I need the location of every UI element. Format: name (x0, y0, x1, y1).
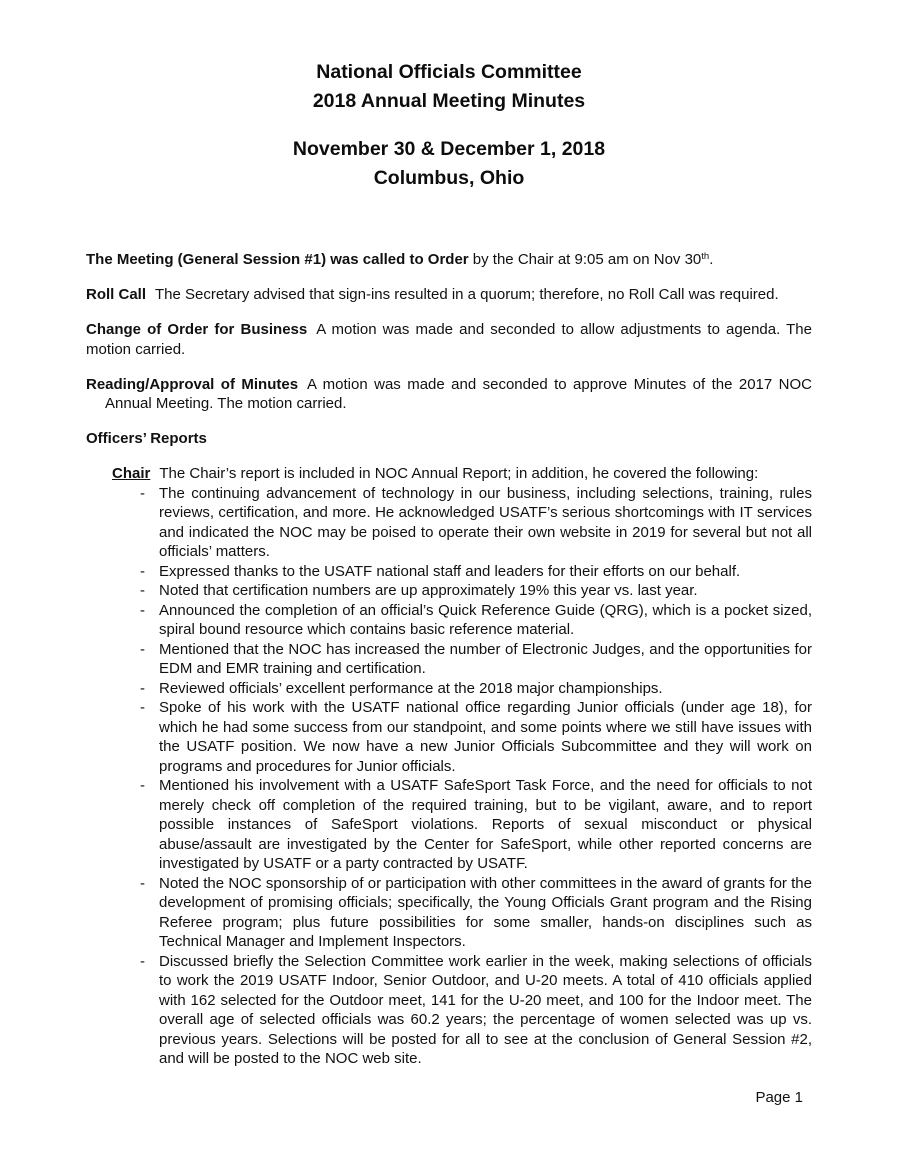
roll-call-lead: Roll Call (86, 286, 147, 303)
bullet-item (140, 601, 812, 640)
bullet-text: Reviewed officials’ excellent performance at the 2018 major championships. (159, 679, 663, 697)
bullet-item (140, 640, 812, 679)
opening-body-text: by the Chair at 9:05 am on Nov 30 (468, 251, 702, 268)
chair-lead: Chair (112, 465, 151, 482)
chair-bullet-list (112, 484, 812, 1069)
ordinal-superscript: th (701, 251, 710, 262)
meeting-date: November 30 & December 1, 2018 (292, 138, 606, 160)
opening-paragraph (86, 250, 812, 270)
bullet-item (140, 679, 812, 699)
opening-lead: The Meeting (General Session #1) was called to Order (86, 251, 469, 268)
document-title-line2: 2018 Annual Meeting Minutes (312, 90, 586, 112)
date-location-block (86, 135, 812, 193)
chair-intro-text: The Chair’s report is included in NOC Annual Report; in addition, he covered the following: (159, 465, 759, 482)
roll-call-body: The Secretary advised that sign-ins resulted in a quorum; therefore, no Roll Call was required. (155, 286, 779, 303)
change-of-order-body: A motion was made and seconded to allow adjustments to agenda. The motion carried. (86, 321, 812, 358)
roll-call-paragraph (86, 285, 812, 305)
bullet-item (140, 776, 812, 874)
document-body (86, 250, 812, 1069)
page-number: Page 1 (755, 1089, 803, 1106)
reading-approval-paragraph (86, 375, 812, 414)
bullet-text: Discussed briefly the Selection Committee work earlier in the week, making selections of officials to work the 2019 USATF Indoor, Senior Outdoor, and U-20 meets. A total of 410 officials applied with 162 selected for the Outdoor meet, 141 for the U-20 meet, and 100 for the Indoor meet. The overall age of selected officials was 60.2 years; the percentage of women selected was up vs. previous years. Selections will be posted for all to see at the conclusion of General Session #2, and will be posted to the NOC web site. (159, 952, 812, 1067)
bullet-text: Noted that certification numbers are up approximately 19% this year vs. last year. (159, 582, 698, 599)
officers-reports-heading: Officers’ Reports (86, 430, 207, 447)
opening-period: . (709, 251, 714, 268)
reading-approval-lead: Reading/Approval of Minutes (86, 375, 299, 393)
bullet-dash: - (140, 679, 145, 697)
bullet-dash: - (140, 777, 145, 794)
bullet-text: Noted the NOC sponsorship of or participation with other committees in the award of grants for the development of promising officials; specifically, the Young Officials Grant program and the Rising Referee program; plus future possibilities for some smaller, hands-on disciplines such as Technical Manager and Implement Inspectors. (159, 874, 812, 950)
bullet-text: Announced the completion of an official’s Quick Reference Guide (QRG), which is a pocket sized, spiral bound resource which contains basic reference material. (159, 601, 812, 638)
bullet-item (140, 698, 812, 776)
bullet-item (140, 952, 812, 1069)
bullet-dash: - (140, 874, 145, 892)
bullet-dash: - (140, 640, 145, 658)
bullet-dash: - (140, 484, 145, 502)
bullet-dash: - (140, 582, 145, 599)
bullet-text: Mentioned that the NOC has increased the number of Electronic Judges, and the opportunities for EDM and EMR training and certification. (159, 640, 812, 677)
bullet-item (140, 581, 812, 601)
meeting-location: Columbus, Ohio (373, 167, 525, 189)
bullet-text: Mentioned his involvement with a USATF SafeSport Task Force, and the need for officials to not merely check off completion of the required training, but to be vigilant, aware, and to report possible instances of SafeSport violations. Reports of sexual misconduct or physical abuse/assault are investigated by the Center for SafeSport, while other reported concerns are investigated by USATF or a party contracted by USATF. (159, 777, 812, 872)
bullet-item (140, 874, 812, 952)
bullet-item (140, 484, 812, 562)
change-of-order-paragraph (86, 320, 812, 359)
bullet-text: The continuing advancement of technology in our business, including selections, training, rules reviews, certification, and more. He acknowledged USATF’s serious shortcomings with IT services and indicated the NOC may be poised to operate their own website in 2019 for several but not all officials’ matters. (159, 484, 812, 560)
chair-intro-paragraph (112, 464, 812, 484)
chair-report-section (86, 464, 812, 1069)
bullet-dash: - (140, 562, 145, 580)
bullet-dash: - (140, 952, 145, 970)
bullet-dash: - (140, 601, 145, 619)
bullet-item (140, 562, 812, 582)
document-title-line1: National Officials Committee (316, 61, 582, 83)
bullet-text: Expressed thanks to the USATF national staff and leaders for their efforts on our behalf. (159, 562, 741, 580)
bullet-dash: - (140, 699, 145, 716)
bullet-text: Spoke of his work with the USATF national office regarding Junior officials (under age 18), for which he had some success from our standpoint, and some points where we still have issues with the USATF position. We now have a new Junior Officials Subcommittee and they will work on programs and procedures for Junior officials. (159, 699, 812, 775)
change-of-order-lead: Change of Order for Business (86, 321, 308, 338)
reading-approval-body: A motion was made and seconded to approve Minutes of the 2017 NOC Annual Meeting. The motion carried. (105, 375, 812, 412)
document-header (86, 58, 812, 193)
